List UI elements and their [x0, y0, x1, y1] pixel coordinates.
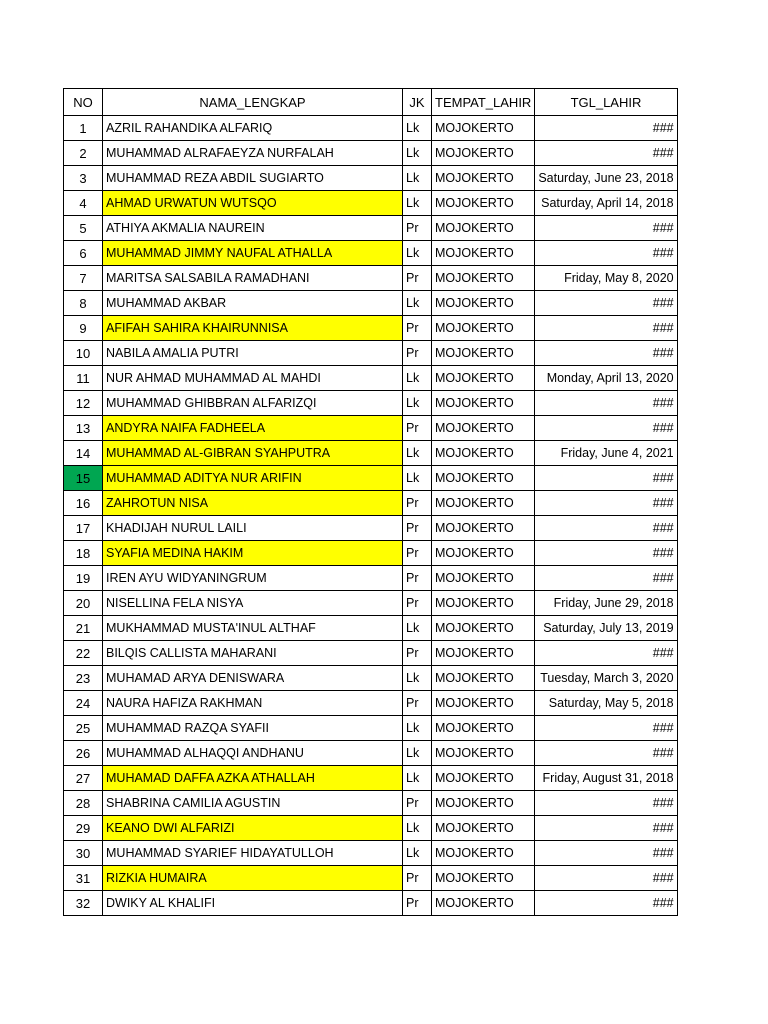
cell-jk[interactable]: Lk [403, 391, 432, 416]
cell-nama-lengkap[interactable]: MARITSA SALSABILA RAMADHANI [103, 266, 403, 291]
table-row [64, 691, 678, 716]
cell-tgl-lahir[interactable]: ### [535, 491, 677, 516]
cell-tempat-lahir[interactable]: MOJOKERTO [432, 766, 535, 791]
table-row [64, 366, 678, 391]
cell-nama-lengkap[interactable]: MUHAMMAD AKBAR [103, 291, 403, 316]
cell-tempat-lahir[interactable]: MOJOKERTO [432, 891, 535, 916]
table-row [64, 716, 678, 741]
cell-nama-lengkap[interactable]: MUHAMMAD AL-GIBRAN SYAHPUTRA [103, 441, 403, 466]
table-row [64, 666, 678, 691]
table-row [64, 291, 678, 316]
cell-jk[interactable]: Pr [403, 891, 432, 916]
header-jk[interactable]: JK [403, 89, 432, 116]
cell-no[interactable]: 10 [64, 341, 103, 366]
cell-nama-lengkap[interactable]: MUHAMMAD ALRAFAEYZA NURFALAH [103, 141, 403, 166]
cell-tgl-lahir[interactable]: ### [535, 791, 677, 816]
cell-jk[interactable]: Lk [403, 741, 432, 766]
cell-tempat-lahir[interactable]: MOJOKERTO [432, 341, 535, 366]
cell-no[interactable]: 28 [64, 791, 103, 816]
cell-tgl-lahir[interactable]: ### [535, 341, 677, 366]
student-table [63, 88, 678, 916]
cell-nama-lengkap[interactable]: MUHAMMAD ALHAQQI ANDHANU [103, 741, 403, 766]
cell-tempat-lahir[interactable]: MOJOKERTO [432, 666, 535, 691]
cell-nama-lengkap[interactable]: ZAHROTUN NISA [103, 491, 403, 516]
cell-no[interactable]: 13 [64, 416, 103, 441]
cell-no[interactable]: 9 [64, 316, 103, 341]
cell-tgl-lahir[interactable]: ### [535, 116, 677, 141]
cell-no[interactable]: 12 [64, 391, 103, 416]
cell-nama-lengkap[interactable]: NAURA HAFIZA RAKHMAN [103, 691, 403, 716]
cell-tgl-lahir[interactable]: ### [535, 416, 677, 441]
cell-tempat-lahir[interactable]: MOJOKERTO [432, 166, 535, 191]
table-row [64, 466, 678, 491]
cell-tempat-lahir[interactable]: MOJOKERTO [432, 516, 535, 541]
table-row [64, 166, 678, 191]
cell-tempat-lahir[interactable]: MOJOKERTO [432, 466, 535, 491]
cell-jk[interactable]: Lk [403, 241, 432, 266]
cell-no[interactable]: 14 [64, 441, 103, 466]
cell-no[interactable]: 23 [64, 666, 103, 691]
cell-tempat-lahir[interactable]: MOJOKERTO [432, 241, 535, 266]
cell-tempat-lahir[interactable]: MOJOKERTO [432, 741, 535, 766]
cell-nama-lengkap[interactable]: MUHAMMAD SYARIEF HIDAYATULLOH [103, 841, 403, 866]
cell-tgl-lahir[interactable]: ### [535, 141, 677, 166]
cell-tgl-lahir[interactable]: Friday, May 8, 2020 [535, 266, 677, 291]
table-row [64, 266, 678, 291]
cell-nama-lengkap[interactable]: RIZKIA HUMAIRA [103, 866, 403, 891]
cell-tempat-lahir[interactable]: MOJOKERTO [432, 316, 535, 341]
cell-tempat-lahir[interactable]: MOJOKERTO [432, 591, 535, 616]
cell-no[interactable]: 8 [64, 291, 103, 316]
cell-tempat-lahir[interactable]: MOJOKERTO [432, 816, 535, 841]
cell-nama-lengkap[interactable]: AHMAD URWATUN WUTSQO [103, 191, 403, 216]
cell-tempat-lahir[interactable]: MOJOKERTO [432, 366, 535, 391]
cell-jk[interactable]: Pr [403, 791, 432, 816]
cell-no[interactable]: 25 [64, 716, 103, 741]
cell-tgl-lahir[interactable]: ### [535, 891, 677, 916]
cell-nama-lengkap[interactable]: NISELLINA FELA NISYA [103, 591, 403, 616]
cell-tgl-lahir[interactable]: ### [535, 516, 677, 541]
cell-jk[interactable]: Lk [403, 116, 432, 141]
cell-tgl-lahir[interactable]: Saturday, April 14, 2018 [535, 191, 677, 216]
cell-tempat-lahir[interactable]: MOJOKERTO [432, 541, 535, 566]
cell-tempat-lahir[interactable]: MOJOKERTO [432, 841, 535, 866]
cell-no[interactable]: 11 [64, 366, 103, 391]
cell-jk[interactable]: Lk [403, 816, 432, 841]
cell-no[interactable]: 2 [64, 141, 103, 166]
table-row [64, 241, 678, 266]
cell-no[interactable]: 22 [64, 641, 103, 666]
cell-jk[interactable]: Pr [403, 416, 432, 441]
cell-jk[interactable]: Pr [403, 316, 432, 341]
cell-tempat-lahir[interactable]: MOJOKERTO [432, 491, 535, 516]
table-row [64, 341, 678, 366]
cell-jk[interactable]: Lk [403, 441, 432, 466]
cell-jk[interactable]: Pr [403, 641, 432, 666]
table-row [64, 891, 678, 916]
table-row [64, 416, 678, 441]
table-row [64, 591, 678, 616]
cell-tempat-lahir[interactable]: MOJOKERTO [432, 116, 535, 141]
header-tempat-lahir[interactable]: TEMPAT_LAHIR [432, 89, 535, 116]
cell-jk[interactable]: Lk [403, 191, 432, 216]
cell-nama-lengkap[interactable]: MUHAMAD DAFFA AZKA ATHALLAH [103, 766, 403, 791]
cell-nama-lengkap[interactable]: IREN AYU WIDYANINGRUM [103, 566, 403, 591]
table-body [64, 116, 678, 916]
cell-nama-lengkap[interactable]: KEANO DWI ALFARIZI [103, 816, 403, 841]
cell-tempat-lahir[interactable]: MOJOKERTO [432, 641, 535, 666]
cell-no[interactable]: 3 [64, 166, 103, 191]
cell-no[interactable]: 21 [64, 616, 103, 641]
cell-jk[interactable]: Lk [403, 141, 432, 166]
cell-no[interactable]: 5 [64, 216, 103, 241]
cell-tgl-lahir[interactable]: ### [535, 216, 677, 241]
cell-nama-lengkap[interactable]: NUR AHMAD MUHAMMAD AL MAHDI [103, 366, 403, 391]
table-row [64, 191, 678, 216]
cell-nama-lengkap[interactable]: ANDYRA NAIFA FADHEELA [103, 416, 403, 441]
cell-nama-lengkap[interactable]: SYAFIA MEDINA HAKIM [103, 541, 403, 566]
cell-jk[interactable]: Lk [403, 291, 432, 316]
cell-tempat-lahir[interactable]: MOJOKERTO [432, 866, 535, 891]
cell-jk[interactable]: Pr [403, 216, 432, 241]
cell-no[interactable]: 29 [64, 816, 103, 841]
cell-no[interactable]: 17 [64, 516, 103, 541]
cell-nama-lengkap[interactable]: SHABRINA CAMILIA AGUSTIN [103, 791, 403, 816]
cell-jk[interactable]: Lk [403, 666, 432, 691]
cell-tempat-lahir[interactable]: MOJOKERTO [432, 716, 535, 741]
cell-tempat-lahir[interactable]: MOJOKERTO [432, 616, 535, 641]
cell-tgl-lahir[interactable]: ### [535, 316, 677, 341]
cell-nama-lengkap[interactable]: MUHAMMAD RAZQA SYAFII [103, 716, 403, 741]
cell-nama-lengkap[interactable]: MUHAMAD ARYA DENISWARA [103, 666, 403, 691]
table-row [64, 116, 678, 141]
table-row [64, 316, 678, 341]
table-row [64, 216, 678, 241]
cell-no[interactable]: 1 [64, 116, 103, 141]
table-row [64, 766, 678, 791]
cell-tgl-lahir[interactable]: Tuesday, March 3, 2020 [535, 666, 677, 691]
cell-no[interactable]: 15 [64, 466, 103, 491]
cell-jk[interactable]: Lk [403, 841, 432, 866]
cell-no[interactable]: 6 [64, 241, 103, 266]
cell-no[interactable]: 7 [64, 266, 103, 291]
cell-jk[interactable]: Lk [403, 716, 432, 741]
cell-tempat-lahir[interactable]: MOJOKERTO [432, 291, 535, 316]
cell-tempat-lahir[interactable]: MOJOKERTO [432, 791, 535, 816]
cell-tempat-lahir[interactable]: MOJOKERTO [432, 441, 535, 466]
table-row [64, 441, 678, 466]
table-row [64, 816, 678, 841]
table-row [64, 516, 678, 541]
header-row [64, 89, 678, 116]
cell-tempat-lahir[interactable]: MOJOKERTO [432, 416, 535, 441]
cell-nama-lengkap[interactable]: KHADIJAH NURUL LAILI [103, 516, 403, 541]
cell-nama-lengkap[interactable]: BILQIS CALLISTA MAHARANI [103, 641, 403, 666]
table-row [64, 491, 678, 516]
cell-no[interactable]: 32 [64, 891, 103, 916]
cell-no[interactable]: 19 [64, 566, 103, 591]
cell-jk[interactable]: Lk [403, 766, 432, 791]
cell-tgl-lahir[interactable]: ### [535, 641, 677, 666]
cell-tempat-lahir[interactable]: MOJOKERTO [432, 216, 535, 241]
cell-tgl-lahir[interactable]: ### [535, 566, 677, 591]
cell-tgl-lahir[interactable]: Saturday, May 5, 2018 [535, 691, 677, 716]
cell-no[interactable]: 24 [64, 691, 103, 716]
cell-tgl-lahir[interactable]: Friday, June 4, 2021 [535, 441, 677, 466]
cell-jk[interactable]: Pr [403, 491, 432, 516]
cell-no[interactable]: 30 [64, 841, 103, 866]
cell-no[interactable]: 20 [64, 591, 103, 616]
table-row [64, 616, 678, 641]
cell-nama-lengkap[interactable]: MUKHAMMAD MUSTA'INUL ALTHAF [103, 616, 403, 641]
cell-tempat-lahir[interactable]: MOJOKERTO [432, 566, 535, 591]
cell-jk[interactable]: Lk [403, 466, 432, 491]
cell-tgl-lahir[interactable]: ### [535, 466, 677, 491]
table-row [64, 391, 678, 416]
cell-nama-lengkap[interactable]: DWIKY AL KHALIFI [103, 891, 403, 916]
table-row [64, 841, 678, 866]
cell-tgl-lahir[interactable]: ### [535, 541, 677, 566]
header-no[interactable]: NO [64, 89, 103, 116]
header-tgl-lahir[interactable]: TGL_LAHIR [535, 89, 677, 116]
cell-jk[interactable]: Pr [403, 341, 432, 366]
header-nama-lengkap[interactable]: NAMA_LENGKAP [103, 89, 403, 116]
cell-jk[interactable]: Pr [403, 591, 432, 616]
cell-tgl-lahir[interactable]: ### [535, 241, 677, 266]
cell-nama-lengkap[interactable]: ATHIYA AKMALIA NAUREIN [103, 216, 403, 241]
cell-no[interactable]: 27 [64, 766, 103, 791]
cell-no[interactable]: 4 [64, 191, 103, 216]
table-row [64, 791, 678, 816]
cell-no[interactable]: 26 [64, 741, 103, 766]
cell-jk[interactable]: Pr [403, 266, 432, 291]
cell-nama-lengkap[interactable]: MUHAMMAD ADITYA NUR ARIFIN [103, 466, 403, 491]
table-row [64, 541, 678, 566]
cell-tempat-lahir[interactable]: MOJOKERTO [432, 266, 535, 291]
cell-jk[interactable]: Pr [403, 691, 432, 716]
cell-no[interactable]: 18 [64, 541, 103, 566]
cell-jk[interactable]: Pr [403, 566, 432, 591]
cell-jk[interactable]: Pr [403, 541, 432, 566]
cell-tgl-lahir[interactable]: Saturday, June 23, 2018 [535, 166, 677, 191]
cell-tgl-lahir[interactable]: Friday, August 31, 2018 [535, 766, 677, 791]
cell-tgl-lahir[interactable]: Friday, June 29, 2018 [535, 591, 677, 616]
cell-tgl-lahir[interactable]: ### [535, 816, 677, 841]
cell-nama-lengkap[interactable]: MUHAMMAD GHIBBRAN ALFARIZQI [103, 391, 403, 416]
table-row [64, 866, 678, 891]
cell-tgl-lahir[interactable]: Monday, April 13, 2020 [535, 366, 677, 391]
cell-tempat-lahir[interactable]: MOJOKERTO [432, 691, 535, 716]
table-row [64, 741, 678, 766]
cell-nama-lengkap[interactable]: AZRIL RAHANDIKA ALFARIQ [103, 116, 403, 141]
table-row [64, 566, 678, 591]
cell-nama-lengkap[interactable]: NABILA AMALIA PUTRI [103, 341, 403, 366]
cell-tempat-lahir[interactable]: MOJOKERTO [432, 191, 535, 216]
cell-tempat-lahir[interactable]: MOJOKERTO [432, 141, 535, 166]
cell-nama-lengkap[interactable]: AFIFAH SAHIRA KHAIRUNNISA [103, 316, 403, 341]
cell-jk[interactable]: Lk [403, 616, 432, 641]
cell-jk[interactable]: Pr [403, 866, 432, 891]
cell-tgl-lahir[interactable]: ### [535, 866, 677, 891]
cell-jk[interactable]: Lk [403, 166, 432, 191]
cell-no[interactable]: 31 [64, 866, 103, 891]
cell-jk[interactable]: Pr [403, 516, 432, 541]
cell-tgl-lahir[interactable]: ### [535, 291, 677, 316]
table-row [64, 641, 678, 666]
cell-tgl-lahir[interactable]: ### [535, 391, 677, 416]
cell-tgl-lahir[interactable]: ### [535, 741, 677, 766]
cell-tgl-lahir[interactable]: ### [535, 716, 677, 741]
cell-nama-lengkap[interactable]: MUHAMMAD REZA ABDIL SUGIARTO [103, 166, 403, 191]
cell-tempat-lahir[interactable]: MOJOKERTO [432, 391, 535, 416]
cell-tgl-lahir[interactable]: ### [535, 841, 677, 866]
cell-jk[interactable]: Lk [403, 366, 432, 391]
cell-tgl-lahir[interactable]: Saturday, July 13, 2019 [535, 616, 677, 641]
table-row [64, 141, 678, 166]
cell-no[interactable]: 16 [64, 491, 103, 516]
cell-nama-lengkap[interactable]: MUHAMMAD JIMMY NAUFAL ATHALLA [103, 241, 403, 266]
